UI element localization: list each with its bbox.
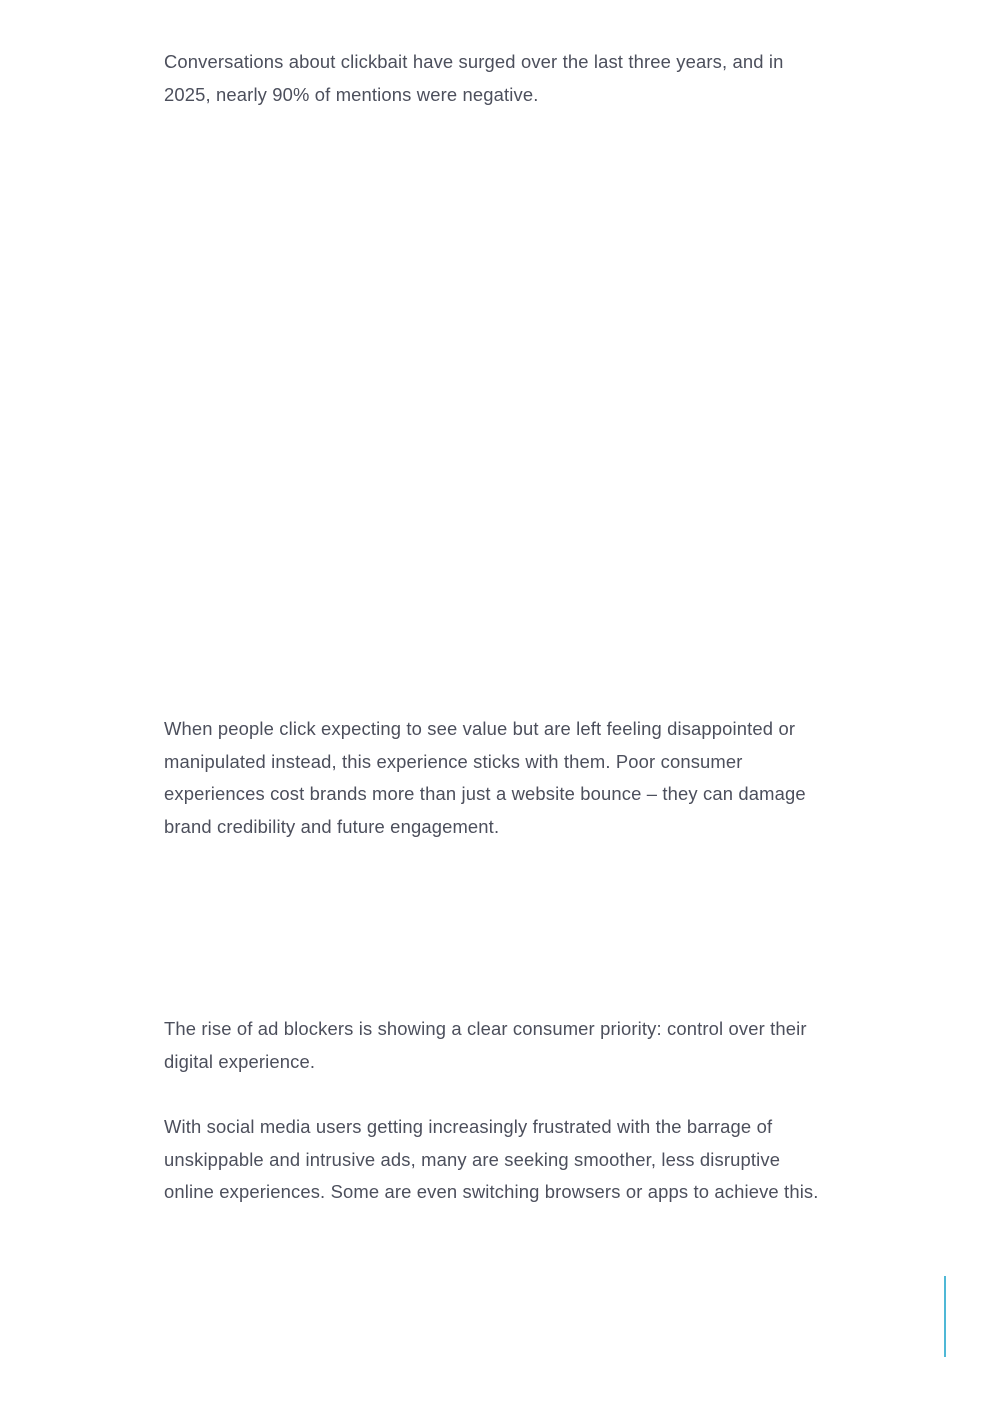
paragraph-consumer-experience: When people click expecting to see value but are left feeling disappointed or manipulated instead, this experience sticks with them. Poor consumer experiences cost brands more than just a website bounce – they can damage brand credibility and future engagement. [164,718,806,837]
paragraph-ad-blockers: The rise of ad blockers is showing a clear consumer priority: control over their digital experience. [164,1018,807,1072]
figure-placeholder-blank-small [164,855,828,995]
page-edge-accent-line [944,1276,946,1357]
paragraph-social-media-frustration: With social media users getting increasingly frustrated with the barrage of unskippable and intrusive ads, many are seeking smoother, less disruptive online experiences. Some are even switching browsers or apps to achieve this. [164,1116,819,1202]
figure-placeholder-blank [164,130,828,690]
paragraph-clickbait-conversations: Conversations about clickbait have surged over the last three years, and in 2025, nearly 90% of mentions were negative. [164,51,784,105]
